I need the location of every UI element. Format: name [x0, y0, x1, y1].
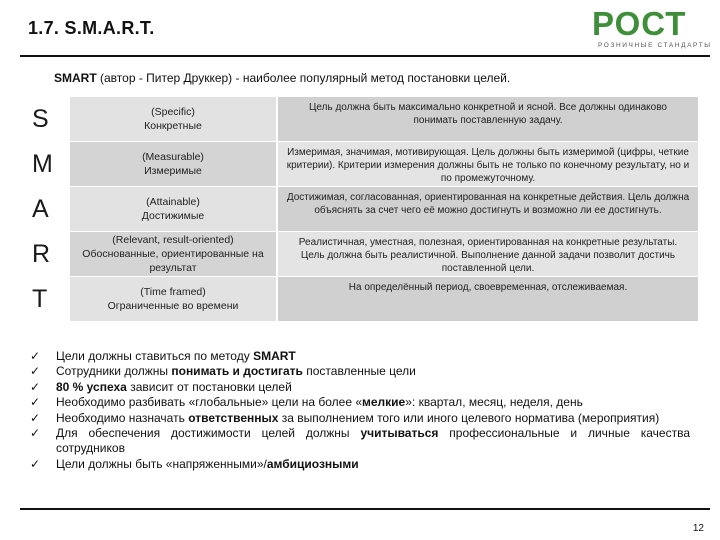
- intro-rest: (автор - Питер Друккер) - наиболее популярный метод постановки целей.: [96, 71, 511, 85]
- term-russian: Конкретные: [144, 120, 202, 132]
- checkmark-icon: ✓: [30, 426, 41, 441]
- smart-table: [26, 97, 698, 322]
- smart-row-t: [26, 277, 698, 322]
- checkmark-icon: ✓: [30, 379, 41, 394]
- list-item: ✓ Необходимо разбивать «глобальные» цели на более «мелкие»: квартал, месяц, неделя, день: [30, 395, 583, 410]
- term-english: (Specific): [151, 106, 195, 118]
- smart-row-s: [26, 97, 698, 142]
- term-english: (Attainable): [146, 196, 200, 208]
- row-term: [70, 277, 278, 321]
- row-term: [70, 97, 278, 141]
- page-number: 12: [692, 523, 704, 534]
- row-letter: A: [26, 187, 70, 231]
- intro-text: [54, 71, 510, 85]
- list-item: ✓ Сотрудники должны понимать и достигать поставленные цели: [30, 364, 416, 379]
- footer-divider: [20, 508, 710, 510]
- row-letter: T: [26, 277, 70, 321]
- row-letter: S: [26, 97, 70, 141]
- smart-row-a: [26, 187, 698, 232]
- smart-row-m: [26, 142, 698, 187]
- checkmark-icon: ✓: [30, 364, 41, 379]
- row-description: Измеримая, значимая, мотивирующая. Цель должны быть измеримой (цифры, четкие критерии). Критерии измерения должны быть не только по конечному результату, но и по промежуточному.: [278, 142, 698, 186]
- row-term: [70, 187, 278, 231]
- slide-header: [0, 0, 720, 52]
- smart-row-r: [26, 232, 698, 277]
- page-title: 1.7. S.M.A.R.T.: [28, 18, 155, 38]
- rost-logo: [592, 6, 710, 52]
- bullet-list: [30, 349, 690, 472]
- row-description: Цель должна быть максимально конкретной и ясной. Все должны одинаково понимать поставленную задачу.: [278, 97, 698, 141]
- row-description: Достижимая, согласованная, ориентированная на конкретные действия. Цель должна объяснять за счет чего её можно достигнуть и возможно ли ее достигнуть.: [278, 187, 698, 231]
- checkmark-icon: ✓: [30, 456, 41, 471]
- row-description: Реалистичная, уместная, полезная, ориентированная на конкретные результаты. Цель должна быть реалистичной. Выполнение данной задачи позволит достичь поставленной цели.: [278, 232, 698, 276]
- logo-wordmark: РОСТ: [592, 5, 687, 42]
- term-russian: Достижимые: [141, 210, 205, 222]
- header-divider: [20, 55, 710, 57]
- list-item: ✓ 80 % успеха зависит от постановки целей: [30, 379, 292, 394]
- list-item: ✓ Цели должны ставиться по методу SMART: [30, 349, 296, 363]
- term-russian: Измеримые: [144, 165, 202, 177]
- logo-subtitle: РОЗНИЧНЫЕ СТАНДАРТЫ: [598, 42, 712, 49]
- checkmark-icon: ✓: [30, 349, 41, 363]
- list-item: ✓ Для обеспечения достижимости целей должны учитываться профессиональные и личные качества сотрудников: [30, 426, 690, 456]
- term-english: (Time framed): [140, 286, 206, 298]
- list-item: ✓ Необходимо назначать ответственных за выполнением того или иного целевого норматива (мероприятия): [30, 410, 660, 425]
- term-russian: Обоснованные, ориентированные на результат: [82, 248, 264, 274]
- term-english: (Relevant, result-oriented): [112, 234, 234, 246]
- term-english: (Measurable): [142, 151, 204, 163]
- row-description: На определённый период, своевременная, отслеживаемая.: [278, 277, 698, 321]
- row-letter: M: [26, 142, 70, 186]
- checkmark-icon: ✓: [30, 410, 41, 425]
- row-letter: R: [26, 232, 70, 276]
- intro-lead: SMART: [54, 71, 97, 85]
- list-item: ✓ Цели должны быть «напряженными»/амбициозными: [30, 456, 359, 471]
- term-russian: Ограниченные во времени: [107, 300, 239, 312]
- checkmark-icon: ✓: [30, 395, 41, 410]
- row-term: [70, 142, 278, 186]
- row-term: [70, 232, 278, 276]
